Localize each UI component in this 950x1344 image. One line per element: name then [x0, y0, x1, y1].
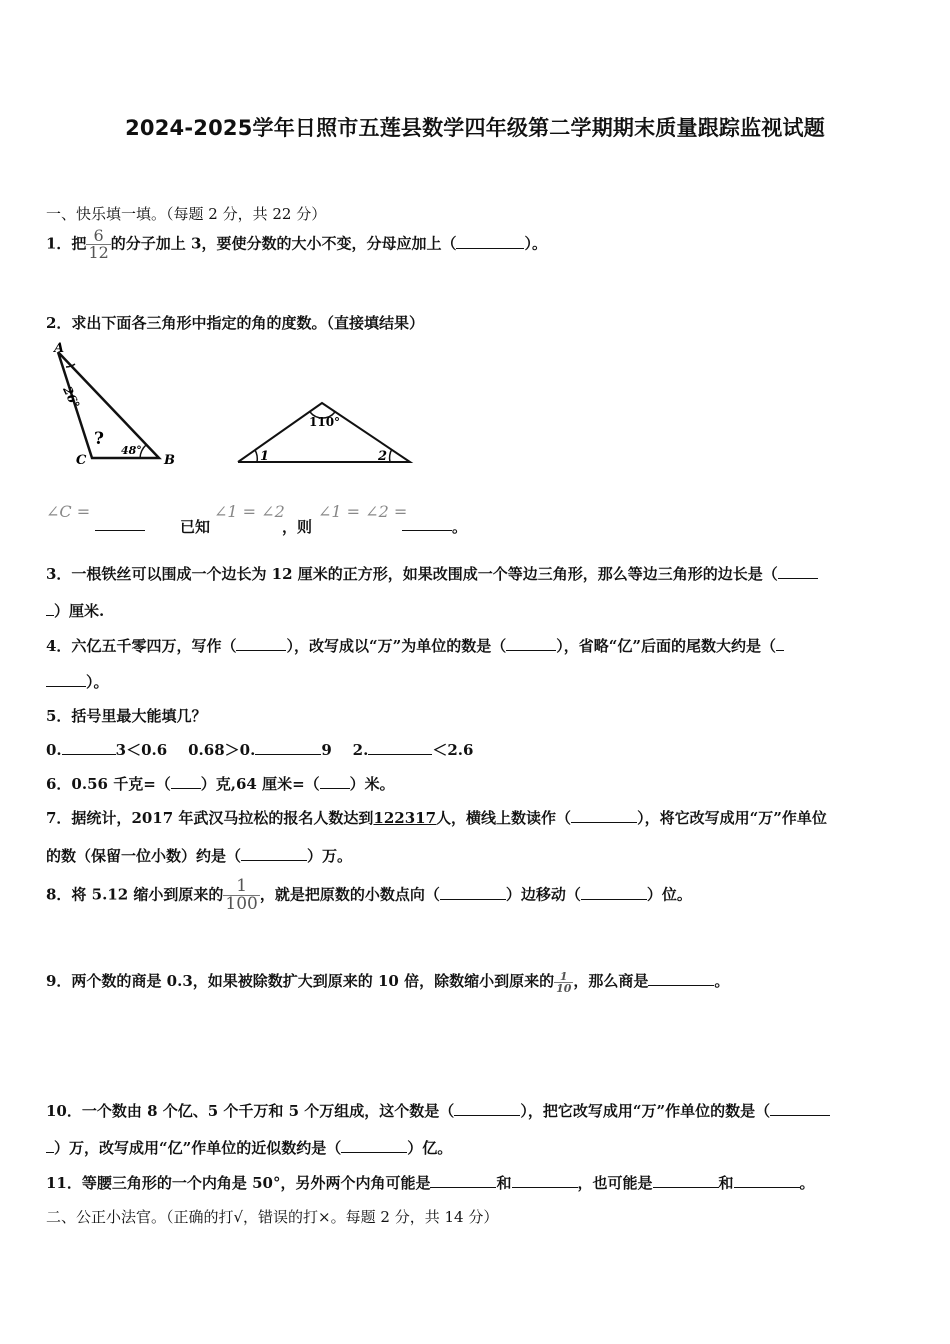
q7-text-a: 7．据统计，2017 年武汉马拉松的报名人数达到 — [46, 809, 374, 827]
angle-2-label: 2 — [378, 449, 388, 464]
q2-answer-2-label: ∠1 = ∠2 = — [318, 502, 408, 521]
q8-blank-1[interactable] — [440, 885, 506, 900]
section2-heading: 二、公正小法官。（正确的打√，错误的打×。每题 2 分，共 14 分） — [46, 1208, 499, 1226]
vertex-c-label: C — [76, 453, 87, 468]
question-9 — [46, 970, 729, 994]
q10-text-b: ），把它改写成用“万”作单位的数是（ — [520, 1102, 771, 1120]
q10-text-c: ）万，改写成用“亿”作单位的近似数约是（ — [54, 1139, 342, 1157]
question-3-line-1 — [46, 563, 818, 584]
q1-prefix: 1．把 — [46, 234, 87, 253]
q4-text-a: 4．六亿五千零四万，写作（ — [46, 637, 237, 655]
q1-text: 的分子加上 3，要使分数的大小不变，分母应加上（ — [110, 234, 457, 253]
q10-blank-3[interactable] — [341, 1138, 407, 1153]
q9-denominator: 10 — [556, 981, 572, 995]
q4-blank-2[interactable] — [506, 636, 556, 651]
q11-and-2: 和 — [718, 1174, 734, 1192]
q2-known-angle: ∠1 = ∠2 — [214, 502, 285, 521]
q7-text-d: 的数（保留一位小数）约是（ — [46, 847, 242, 865]
q8-text-c: ）边移动（ — [505, 885, 581, 904]
q5-blank-3[interactable] — [368, 740, 432, 755]
vertex-a-label: A — [54, 341, 65, 356]
question-2: 2．求出下面各三角形中指定的角的度数。（直接填结果） — [46, 314, 424, 332]
q5-blank-1[interactable] — [62, 740, 116, 755]
q9-text-b: ，那么商是 — [573, 972, 649, 990]
angle-1-arc — [255, 450, 257, 462]
q7-underlined-number: 122317 — [373, 809, 437, 827]
q8-blank-2[interactable] — [581, 885, 647, 900]
q4-end: ）。 — [86, 673, 109, 691]
q3-blank[interactable] — [778, 564, 818, 579]
q5-blank-2[interactable] — [255, 740, 321, 755]
q8-fraction — [223, 878, 259, 913]
q7-text-b: 人，横线上数读作（ — [436, 809, 572, 827]
q3-text: 3．一根铁丝可以围成一个边长为 12 厘米的正方形，如果改围成一个等边三角形，那么等边三角形的边长是（ — [46, 565, 778, 583]
q8-numerator: 1 — [236, 876, 248, 896]
q4-blank-3[interactable] — [776, 636, 784, 651]
q11-text-a: 11．等腰三角形的一个内角是 50°，另外两个内角可能是 — [46, 1174, 431, 1192]
page-title: 2024-2025学年日照市五莲县数学四年级第二学期期末质量跟踪监视试题 — [125, 116, 825, 140]
q11-blank-4[interactable] — [734, 1173, 800, 1188]
q2-answer-1 — [46, 502, 90, 521]
angle-b-value: 48° — [121, 444, 142, 457]
question-5: 5．括号里最大能填几？ — [46, 707, 207, 725]
q2-blank-2[interactable] — [402, 516, 452, 531]
q7-blank-1[interactable] — [571, 808, 637, 823]
q5-item3-a: 2. — [352, 741, 369, 759]
q2-then: ，则 — [282, 518, 313, 536]
triangle-110 — [238, 403, 410, 464]
q9-blank[interactable] — [648, 971, 714, 986]
vertex-b-label: B — [164, 453, 175, 468]
q1-blank[interactable] — [456, 234, 524, 249]
q8-denominator: 100 — [225, 894, 258, 914]
q1-fraction — [86, 228, 110, 261]
q7-text-c: ），将它改写成用“万”作单位 — [637, 809, 827, 827]
q11-end: 。 — [799, 1174, 815, 1192]
q6-blank-1[interactable] — [171, 774, 201, 789]
q8-text-a: 8．将 5.12 缩小到原来的 — [46, 885, 224, 904]
triangle-abc — [52, 341, 175, 468]
q3-end: ）厘米. — [54, 602, 105, 620]
q7-text-e: ）万。 — [307, 847, 353, 865]
question-11 — [46, 1172, 815, 1193]
q5-item1-b: 3＜0.6 — [115, 741, 168, 759]
q1-denominator: 12 — [88, 243, 109, 262]
question-6 — [46, 773, 395, 794]
q10-text-a: 10．一个数由 8 个亿、5 个千万和 5 个万组成，这个数是（ — [46, 1102, 455, 1120]
q4-blank-1[interactable] — [236, 636, 286, 651]
question-4-line-2 — [46, 671, 109, 692]
question-7-line-2 — [46, 845, 352, 866]
angle-c-label: ∠C = — [46, 502, 91, 521]
question-8 — [46, 878, 692, 913]
q4-blank-3-cont[interactable] — [46, 672, 86, 687]
q11-text-b: ，也可能是 — [577, 1174, 653, 1192]
q5-item1-a: 0. — [46, 741, 62, 759]
q5-item2-b: 9 — [321, 741, 332, 759]
q9-numerator: 1 — [559, 969, 568, 983]
q8-text-b: ，就是把原数的小数点向（ — [259, 885, 440, 904]
q5-item3-b: ＜2.6 — [432, 741, 474, 759]
question-10-line-1 — [46, 1100, 830, 1121]
q5-item2-a: 0.68＞0. — [188, 741, 256, 759]
q6-text-a: 6．0.56 千克=（ — [46, 775, 171, 793]
q2-triangle-figures — [44, 340, 424, 470]
q10-blank-2[interactable] — [770, 1101, 830, 1116]
q2-blank-1[interactable] — [95, 516, 145, 531]
question-7-line-1 — [46, 807, 827, 828]
q9-end: 。 — [714, 972, 730, 990]
angle-a-value: 26° — [60, 384, 83, 411]
question-1 — [46, 228, 547, 261]
question-4-line-1 — [46, 635, 784, 656]
q5-items — [46, 739, 473, 760]
q6-text-b: ）克,64 厘米=（ — [200, 775, 320, 793]
q9-text-a: 9．两个数的商是 0.3，如果被除数扩大到原来的 10 倍，除数缩小到原来的 — [46, 972, 555, 990]
top-angle-value: 110° — [309, 415, 341, 429]
section1-heading: 一、快乐填一填。（每题 2 分，共 22 分） — [46, 205, 327, 223]
angle-1-label: 1 — [260, 449, 270, 464]
q6-blank-2[interactable] — [320, 774, 350, 789]
q11-and-1: 和 — [496, 1174, 512, 1192]
angle-c-unknown: ? — [94, 429, 104, 449]
q3-blank-cont[interactable] — [46, 601, 54, 616]
q1-numerator: 6 — [93, 226, 104, 245]
q11-blank-1[interactable] — [430, 1173, 496, 1188]
q10-blank-1[interactable] — [454, 1101, 520, 1116]
q6-text-c: ）米。 — [349, 775, 395, 793]
q1-end: ）。 — [524, 234, 547, 253]
question-3-line-2 — [46, 600, 104, 621]
q11-blank-2[interactable] — [512, 1173, 578, 1188]
q10-text-d: ）亿。 — [407, 1139, 453, 1157]
q8-text-d: ）位。 — [646, 885, 692, 904]
q10-blank-2-cont[interactable] — [46, 1138, 54, 1153]
question-10-line-2 — [46, 1137, 452, 1158]
q11-blank-3[interactable] — [653, 1173, 719, 1188]
q9-fraction — [554, 971, 573, 994]
q4-text-c: ），省略“亿”后面的尾数大约是（ — [556, 637, 776, 655]
q2-end: 。 — [452, 518, 468, 536]
q4-text-b: ），改写成以“万”为单位的数是（ — [286, 637, 507, 655]
angle-2-arc — [390, 449, 392, 462]
q7-blank-2[interactable] — [241, 846, 307, 861]
q2-known-prefix: 已知 — [180, 518, 211, 536]
